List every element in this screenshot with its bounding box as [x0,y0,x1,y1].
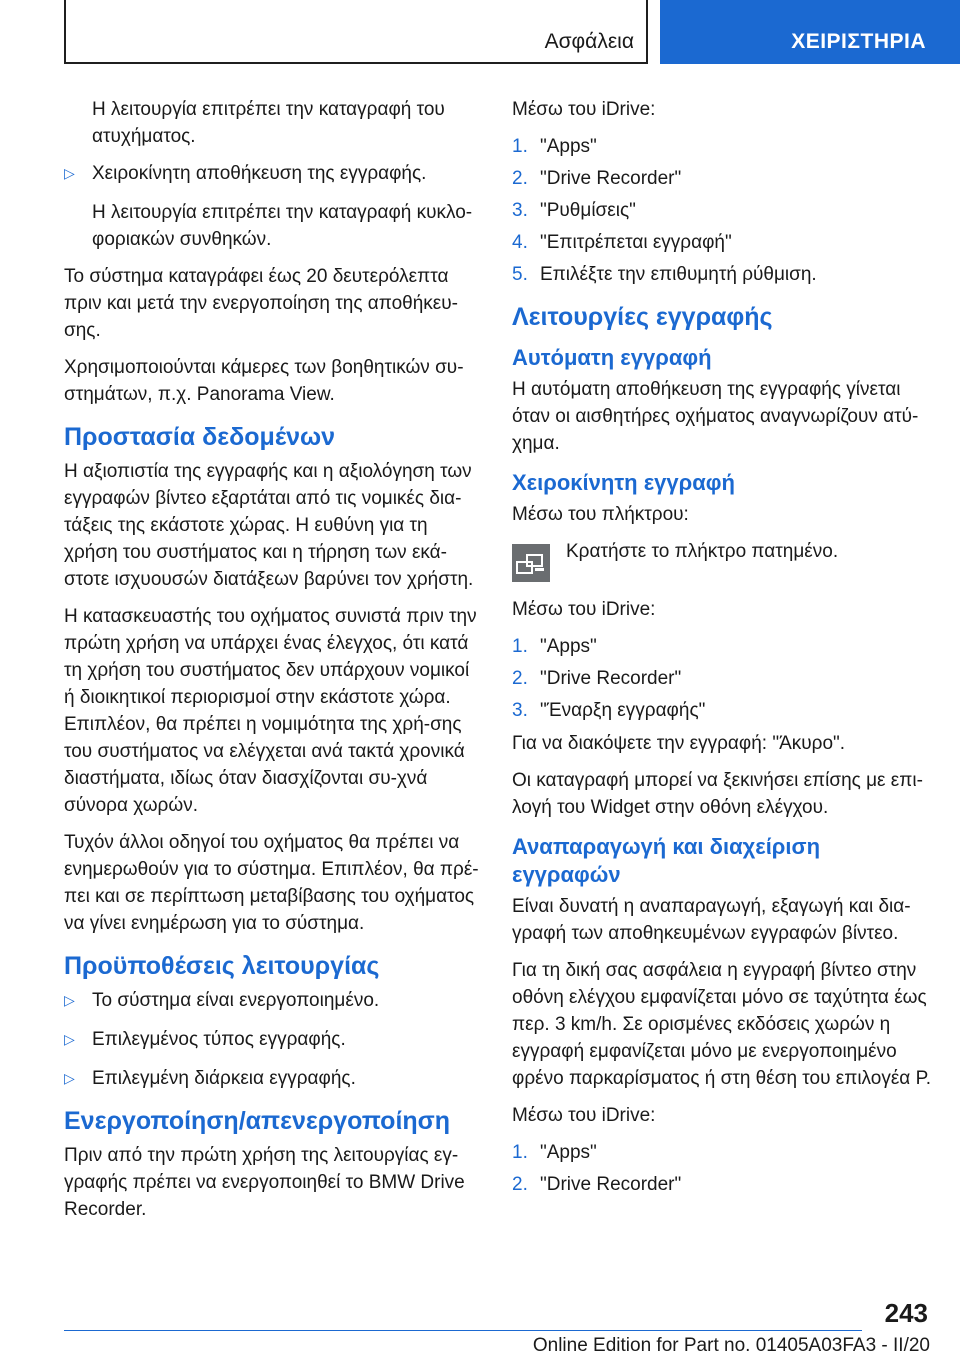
heading-recording-functions: Λειτουργίες εγγραφής [512,303,773,331]
step-text: "Apps" [540,636,597,657]
step-number: 2. [512,1174,528,1195]
step-number: 4. [512,232,528,253]
via-idrive-label: Μέσω του iDrive: [512,1105,656,1126]
bullet-manual [64,160,484,187]
list-item [512,133,932,160]
step-number: 2. [512,668,528,689]
heading-data-protection: Προστασία δεδομένων [64,423,336,451]
heading-activation: Ενεργοποίηση/απενεργοποίηση [64,1107,451,1135]
activation-paragraph: Πριν από την πρώτη χρήση της λειτουργίας εγ‐γραφής πρέπει να ενεργοποιηθεί το BMW Drive Recorder. [64,1145,465,1220]
triangle-right-icon: ▷ [64,1031,75,1047]
step-number: 2. [512,168,528,189]
automatic-paragraph: Η αυτόματη αποθήκευση της εγγραφής γίνεται όταν οι αισθητήρες οχήματος αναγνωρίζουν ατύ‐χημα. [512,379,919,454]
heading-playback: Αναπαραγωγή και διαχείριση εγγραφών [512,834,821,887]
step-text: "Drive Recorder" [540,168,682,189]
step-text: "Έναρξη εγγραφής" [540,700,706,721]
via-idrive-label: Μέσω του iDrive: [512,99,656,120]
step-number: 1. [512,1142,528,1163]
header-chapter-title: ΧΕΙΡΙΣΤΗΡΙΑ [791,30,926,53]
heading-automatic-recording: Αυτόματη εγγραφή [512,345,712,370]
list-item [512,697,932,724]
triangle-right-icon: ▷ [64,1070,75,1086]
cameras-paragraph: Χρησιμοποιούνται κάμερες των βοηθητικών συ‐στημάτων, π.χ. Panorama View. [64,357,464,405]
via-idrive-label: Μέσω του iDrive: [512,599,656,620]
heading-prerequisites: Προϋποθέσεις λειτουργίας [64,952,380,980]
step-number: 5. [512,264,528,285]
list-item [512,1171,932,1198]
steps-list-record [512,633,932,724]
header-section-title: Ασφάλεια [544,30,634,53]
left-column [64,96,484,1233]
list-item [512,197,932,224]
step-text: "Apps" [540,1142,597,1163]
triangle-right-icon: ▷ [64,165,75,181]
list-item [512,229,932,256]
widget-paragraph: Οι καταγραφή μπορεί να ξεκινήσει επίσης με επι‐λογή του Widget στην οθόνη ελέγχου. [512,770,923,818]
header-chapter-tab [660,0,960,64]
data-paragraph-3: Τυχόν άλλοι οδηγοί του οχήματος θα πρέπει να ενημερωθούν για το σύστημα. Επιπλέον, θα πρέ‐πει και σε περίπτωση μεταβίβασης του οχήματος να γίνει ενημέρωση για το σύστημα. [64,832,479,934]
playback-paragraph-1: Είναι δυνατή η αναπαραγωγή, εξαγωγή και δια‐γραφή των αποθηκευμένων εγγραφών βίντεο. [512,896,911,944]
prereq-item [64,1065,484,1092]
step-number: 3. [512,700,528,721]
list-item [512,633,932,660]
step-text: "Drive Recorder" [540,1174,682,1195]
triangle-right-icon: ▷ [64,992,75,1008]
step-number: 1. [512,636,528,657]
button-instruction-text: Κρατήστε το πλήκτρο πατημένο. [566,541,839,562]
footer-divider [64,1330,862,1331]
intro-paragraph: Η λειτουργία επιτρέπει την καταγραφή του ατυχήματος. [92,99,445,147]
button-instruction [512,538,932,582]
data-paragraph-2: Η κατασκευαστής του οχήματος συνιστά πριν την πρώτη χρήση να υπάρχει ένας έλεγχος, ότι κατά τη χρήση του συστήματος δεν υπάρχουν νομικοί ή διοικητικοί περιορισμοί στην εκάστοτε χώρα. Επιπλέον, θα πρέπει η νομιμότητα της χρή‐σης του συστήματος να ελέγχεται ανά τακτά χρονικά διαστήματα, ιδίως όταν διασχίζονται συ‐χνά σύνορα χωρών. [64,606,477,816]
step-text: "Drive Recorder" [540,668,682,689]
playback-paragraph-2: Για τη δική σας ασφάλεια η εγγραφή βίντεο στην οθόνη ελέγχου εμφανίζεται μόνο σε ταχύτητα έως περ. 3 km/h. Σε ορισμένες εκδόσεις χωρών η εγγραφή εμφανίζεται μόνο με ενεργοποιημένο φρένο παρκαρίσματος ή στη θέση του επιλογέα P. [512,960,932,1089]
footer-edition: Online Edition for Part no. 01405A03FA3 - II/20 [532,1335,930,1356]
steps-list-playback [512,1139,932,1198]
prereq-item-text: Επιλεγμένη διάρκεια εγγραφής. [92,1068,356,1089]
steps-list-settings [512,133,932,288]
data-paragraph-1: Η αξιοπιστία της εγγραφής και η αξιολόγηση των εγγραφών βίντεο εξαρτάται από τις νομικές δια‐τάξεις της εκάστοτε χώρας. Η ευθύνη για τη χρήση του συστήματος και η τήρηση των εκά‐στοτε ισχυουσών διατάξεων βαρύνει τον χρήστη. [64,461,474,590]
list-item [512,165,932,192]
prereq-item-text: Το σύστημα είναι ενεργοποιημένο. [92,990,380,1011]
via-button-label: Μέσω του πλήκτρου: [512,504,689,525]
drive-recorder-button-icon [512,544,550,582]
right-column [512,96,932,1204]
page-number: 243 [884,1298,928,1328]
step-text: "Ρυθμίσεις" [540,200,636,221]
step-text: "Apps" [540,136,597,157]
record-duration-paragraph: Το σύστημα καταγράφει έως 20 δευτερόλεπτα πριν και μετά την ενεργοποίηση της αποθήκευ‐σης. [64,266,458,341]
step-text: Επιλέξτε την επιθυμητή ρύθμιση. [540,264,817,285]
header-section-box [64,0,648,64]
bullet-manual-text: Χειροκίνητη αποθήκευση της εγγραφής. [92,163,427,184]
cancel-paragraph: Για να διακόψετε την εγγραφή: "Άκυρο". [512,733,846,754]
step-number: 3. [512,200,528,221]
prereq-item [64,1026,484,1053]
prereq-item-text: Επιλεγμένος τύπος εγγραφής. [92,1029,346,1050]
prereq-item [64,987,484,1014]
list-item [512,665,932,692]
heading-manual-recording: Χειροκίνητη εγγραφή [512,470,735,495]
step-text: "Επιτρέπεται εγγραφή" [540,232,732,253]
list-item [512,1139,932,1166]
list-item [512,261,932,288]
manual-paragraph: Η λειτουργία επιτρέπει την καταγραφή κυκλο‐φοριακών συνθηκών. [92,202,473,250]
step-number: 1. [512,136,528,157]
